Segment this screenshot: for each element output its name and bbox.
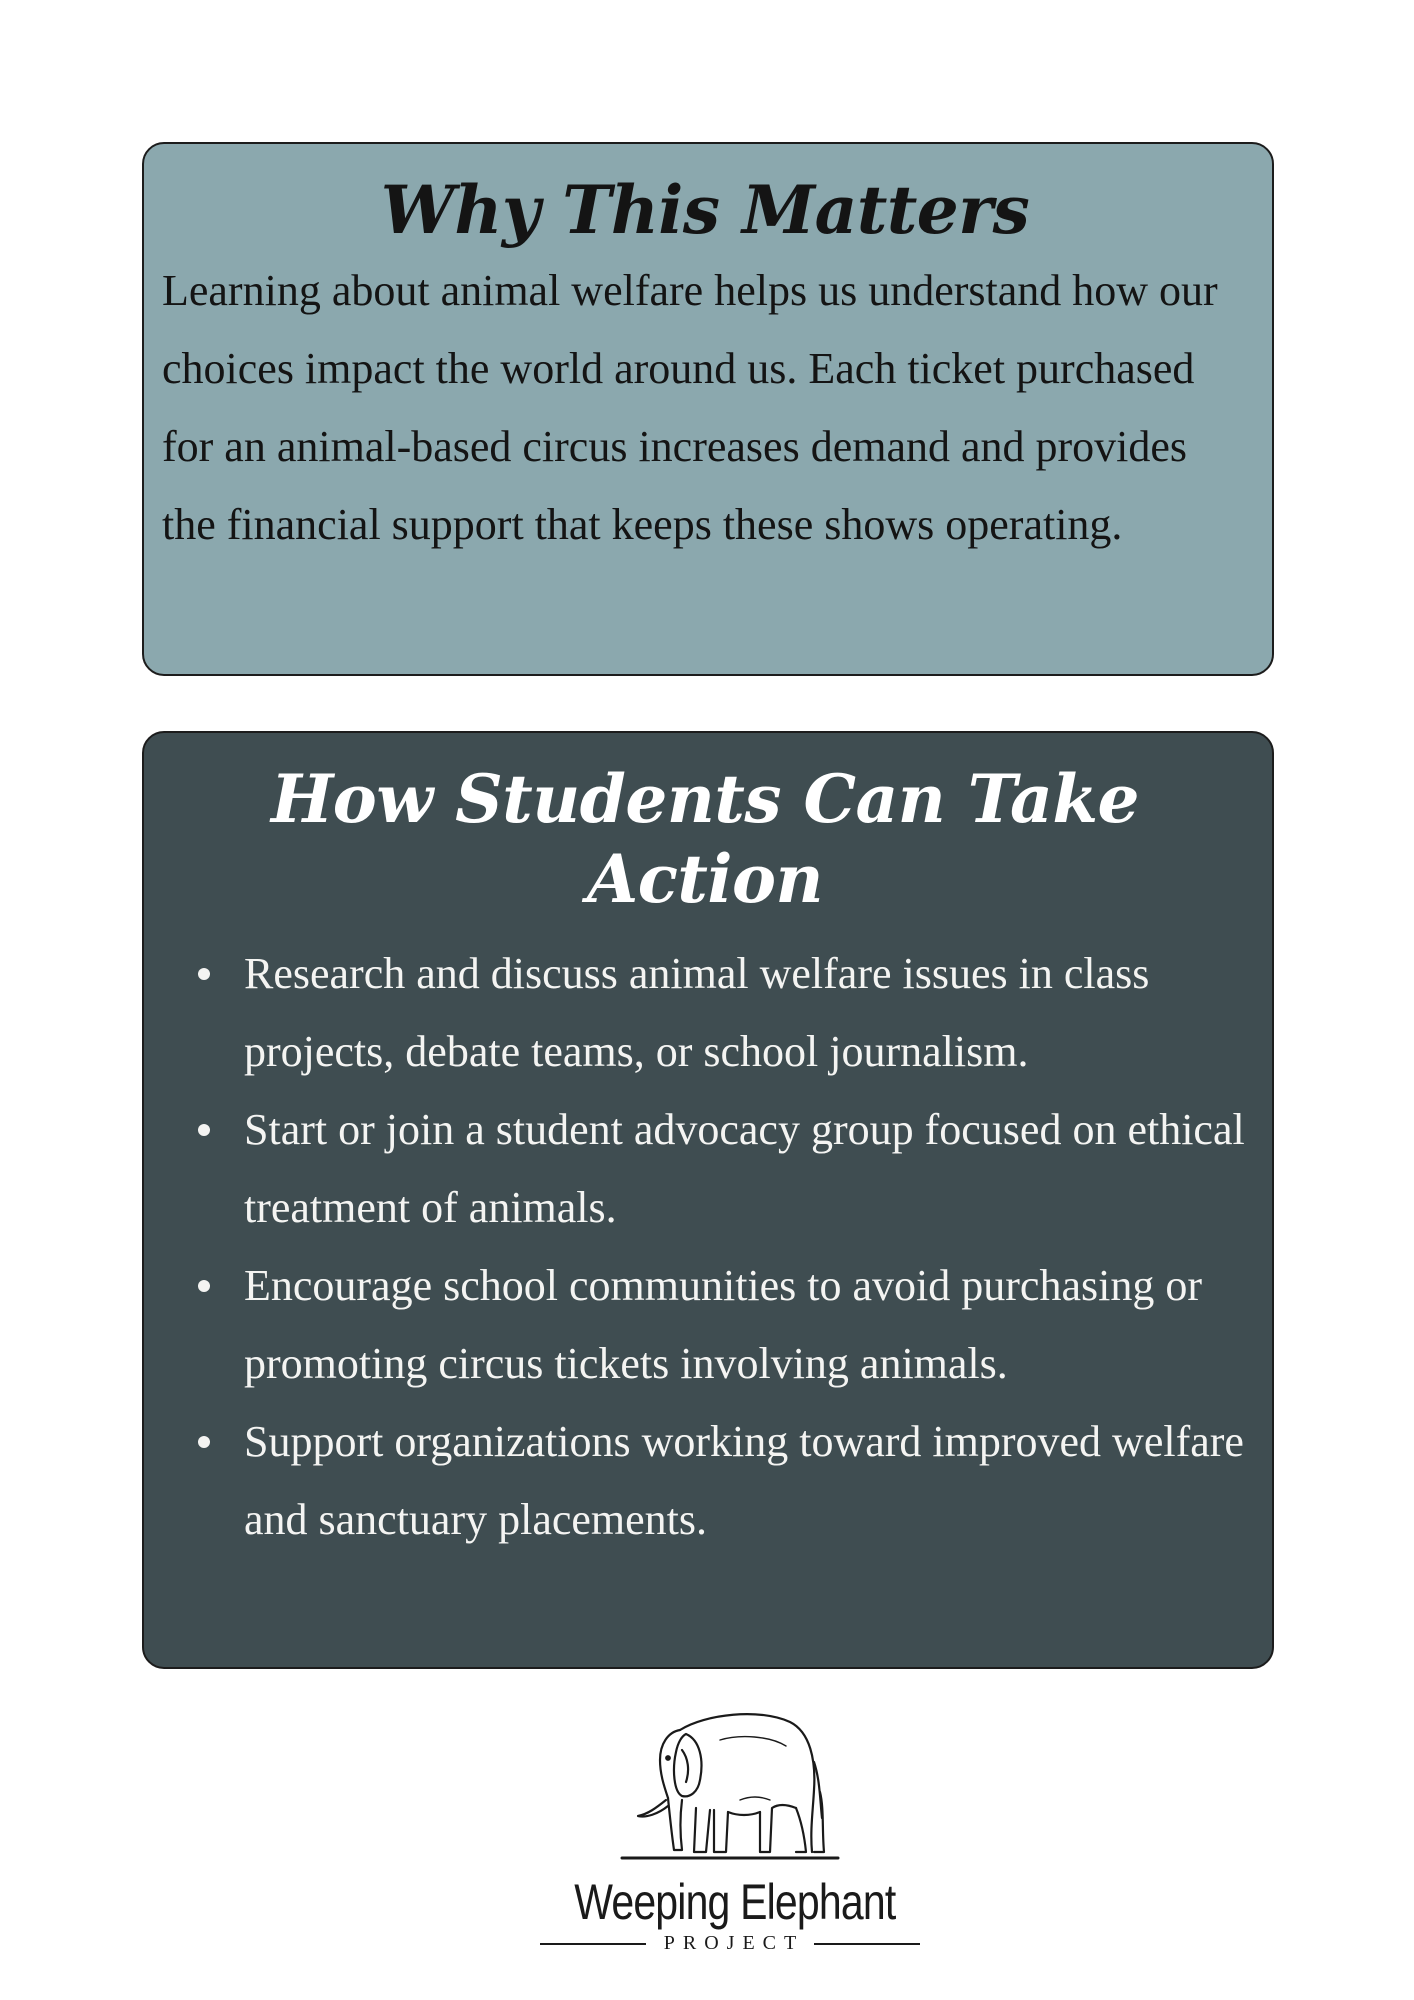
- logo-subtitle-row: [540, 1932, 920, 1955]
- logo-rule-right: [814, 1943, 920, 1945]
- why-this-matters-title: Why This Matters: [380, 171, 1030, 249]
- logo-name: Weeping Elephant: [574, 1874, 896, 1930]
- bullet-icon: [198, 1436, 210, 1448]
- take-action-title: How Students Can Take Action: [270, 760, 1140, 918]
- action-list: [162, 935, 1248, 1559]
- logo-rule-left: [540, 1943, 646, 1945]
- logo-subtitle: PROJECT: [663, 1932, 805, 1954]
- bullet-icon: [198, 1124, 210, 1136]
- action-item-text: Support organizations working toward improved welfare and sanctuary placements.: [244, 1417, 1244, 1544]
- bullet-icon: [198, 968, 210, 980]
- action-list-item: [190, 1403, 1248, 1559]
- action-item-text: Research and discuss animal welfare issues in class projects, debate teams, or school journalism.: [244, 949, 1150, 1076]
- action-item-text: Start or join a student advocacy group focused on ethical treatment of animals.: [244, 1105, 1245, 1232]
- action-list-item: [190, 935, 1248, 1091]
- bullet-icon: [198, 1280, 210, 1292]
- weeping-elephant-logo: [540, 1700, 920, 1980]
- why-this-matters-body: Learning about animal welfare helps us understand how our choices impact the world around us. Each ticket purchased for an animal-based circus increases demand and provides the financial support that keeps these shows operating.: [162, 266, 1218, 549]
- action-list-item: [190, 1247, 1248, 1403]
- action-item-text: Encourage school communities to avoid purchasing or promoting circus tickets involving animals.: [244, 1261, 1202, 1388]
- take-action-card: [142, 731, 1274, 1669]
- action-list-item: [190, 1091, 1248, 1247]
- why-this-matters-card: [142, 142, 1274, 676]
- elephant-icon: [610, 1700, 850, 1870]
